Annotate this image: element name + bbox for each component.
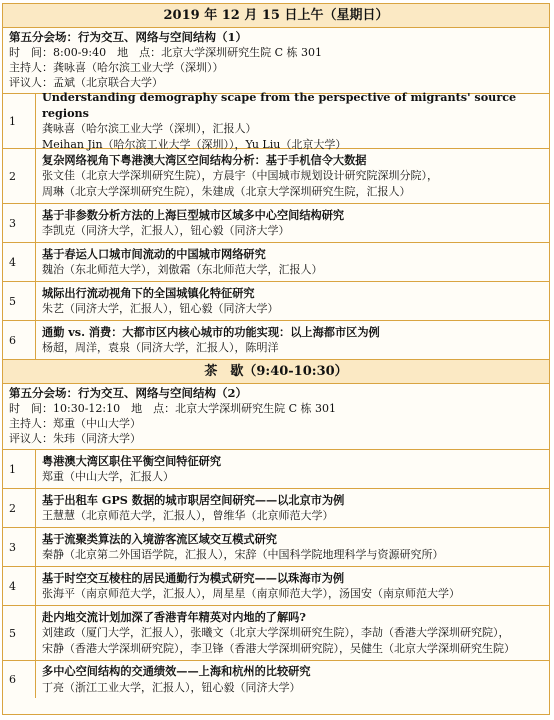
paper-content (36, 606, 549, 660)
paper-title: 通勤 vs. 消费：大都市区内核心城市的功能实现：以上海都市区为例 (42, 324, 380, 339)
paper-authors: 郑重（中山大学，汇报人） (42, 470, 174, 483)
paper-number: 5 (3, 606, 36, 660)
paper-title: Understanding demography scape from the perspective of migrants' source regions (42, 90, 517, 120)
paper-row (3, 282, 549, 321)
paper-title: 基于流聚类算法的入境游客流区域交互模式研究 (42, 531, 277, 546)
session-header (3, 384, 549, 450)
session-header (3, 28, 549, 94)
paper-authors: 李凯克（同济大学，汇报人），钮心毅（同济大学） (42, 224, 290, 237)
paper-authors: 宋静（香港大学深圳研究院），李卫锋（香港大学深圳研究院），吴健生（北京大学深圳研究生院） (42, 641, 515, 655)
paper-content (36, 90, 549, 151)
session-title: 第五分会场：行为交互、网络与空间结构（1） (9, 30, 247, 44)
session-reviewer: 评议人：孟斌（北京联合大学） (9, 76, 163, 89)
paper-row (3, 567, 549, 606)
session-time-location: 时 间：10:30-12:10 地 点：北京大学深圳研究生院 C 栋 301 (9, 402, 337, 415)
paper-number: 1 (3, 450, 36, 488)
paper-number: 2 (3, 489, 36, 527)
paper-row (3, 204, 549, 243)
paper-number: 4 (3, 567, 36, 605)
session-time-location: 时 间：8:00-9:40 地 点：北京大学深圳研究生院 C 栋 301 (9, 46, 323, 59)
paper-number: 3 (3, 204, 36, 242)
paper-number: 3 (3, 528, 36, 566)
paper-content (36, 243, 549, 281)
paper-number: 5 (3, 282, 36, 320)
paper-number: 4 (3, 243, 36, 281)
paper-authors: 张海平（南京师范大学，汇报人），周星星（南京师范大学），汤国安（南京师范大学） (42, 587, 460, 600)
paper-authors: 秦静（北京第二外国语学院，汇报人），宋辞（中国科学院地理科学与资源研究所） (42, 548, 444, 561)
paper-row (3, 528, 549, 567)
session-host: 主持人：郑重（中山大学） (9, 417, 141, 430)
paper-title: 基于春运人口城市间流动的中国城市网络研究 (42, 246, 266, 261)
paper-row (3, 149, 549, 204)
date-header: 2019 年 12 月 15 日上午（星期日） (3, 4, 549, 28)
session-host: 主持人：龚咏喜（哈尔滨工业大学（深圳）） (9, 61, 224, 74)
session-title: 第五分会场：行为交互、网络与空间结构（2） (9, 386, 247, 400)
paper-content (36, 661, 549, 698)
schedule-table (2, 3, 550, 715)
paper-row (3, 321, 549, 360)
paper-content (36, 321, 549, 359)
paper-authors: Meihan Jin（哈尔滨工业大学（深圳）），Yu Liu（北京大学） (42, 137, 347, 151)
paper-authors: 朱艺（同济大学，汇报人），钮心毅（同济大学） (42, 302, 279, 315)
paper-authors: 魏治（东北师范大学），刘傲霜（东北师范大学，汇报人） (42, 263, 323, 276)
session-reviewer: 评议人：朱玮（同济大学） (9, 432, 141, 445)
paper-number: 6 (3, 661, 36, 698)
paper-content (36, 489, 549, 527)
paper-authors: 王慧慧（北京师范大学，汇报人），曾维华（北京师范大学） (42, 509, 334, 522)
paper-row (3, 661, 549, 698)
paper-content (36, 204, 549, 242)
paper-row (3, 450, 549, 489)
paper-title: 基于出租车 GPS 数据的城市职居空间研究——以北京市为例 (42, 492, 345, 507)
paper-title: 多中心空间结构的交通绩效——上海和杭州的比较研究 (42, 664, 311, 678)
paper-authors: 张文佳（北京大学深圳研究生院），方晨宇（中国城市规划设计研究院深圳分院）， (42, 169, 438, 183)
paper-title: 粤港澳大湾区职住平衡空间特征研究 (42, 453, 222, 468)
paper-title: 城际出行流动视角下的全国城镇化特征研究 (42, 285, 255, 300)
paper-row (3, 243, 549, 282)
paper-authors: 龚咏喜（哈尔滨工业大学（深圳），汇报人） (42, 122, 257, 135)
paper-number: 2 (3, 149, 36, 203)
paper-authors: 刘建政（厦门大学，汇报人），张曦文（北京大学深圳研究生院），李劼（香港大学深圳研究院）， (42, 626, 510, 640)
paper-title: 赴内地交流计划加深了香港青年精英对内地的了解吗? (42, 609, 306, 624)
paper-title: 基于时空交互棱柱的居民通勤行为模式研究——以珠海市为例 (42, 570, 345, 585)
paper-number: 6 (3, 321, 36, 359)
paper-title: 基于非参数分析方法的上海巨型城市区域多中心空间结构研究 (42, 207, 345, 222)
paper-number: 1 (3, 94, 36, 148)
paper-content (36, 149, 549, 203)
paper-content (36, 450, 549, 488)
paper-content (36, 528, 549, 566)
paper-content (36, 282, 549, 320)
tea-break-header: 茶 歇（9:40-10:30） (3, 360, 549, 384)
paper-row (3, 489, 549, 528)
paper-authors: 杨超，周洋，袁泉（同济大学，汇报人），陈明洋 (42, 341, 279, 354)
paper-content (36, 567, 549, 605)
paper-authors: 周琳（北京大学深圳研究生院），朱建成（北京大学深圳研究生院，汇报人） (42, 184, 411, 198)
paper-title: 复杂网络视角下粤港澳大湾区空间结构分析：基于手机信令大数据 (42, 152, 367, 167)
paper-row (3, 606, 549, 661)
paper-authors: 丁亮（浙江工业大学，汇报人），钮心毅（同济大学） (42, 680, 301, 694)
paper-row (3, 90, 549, 151)
